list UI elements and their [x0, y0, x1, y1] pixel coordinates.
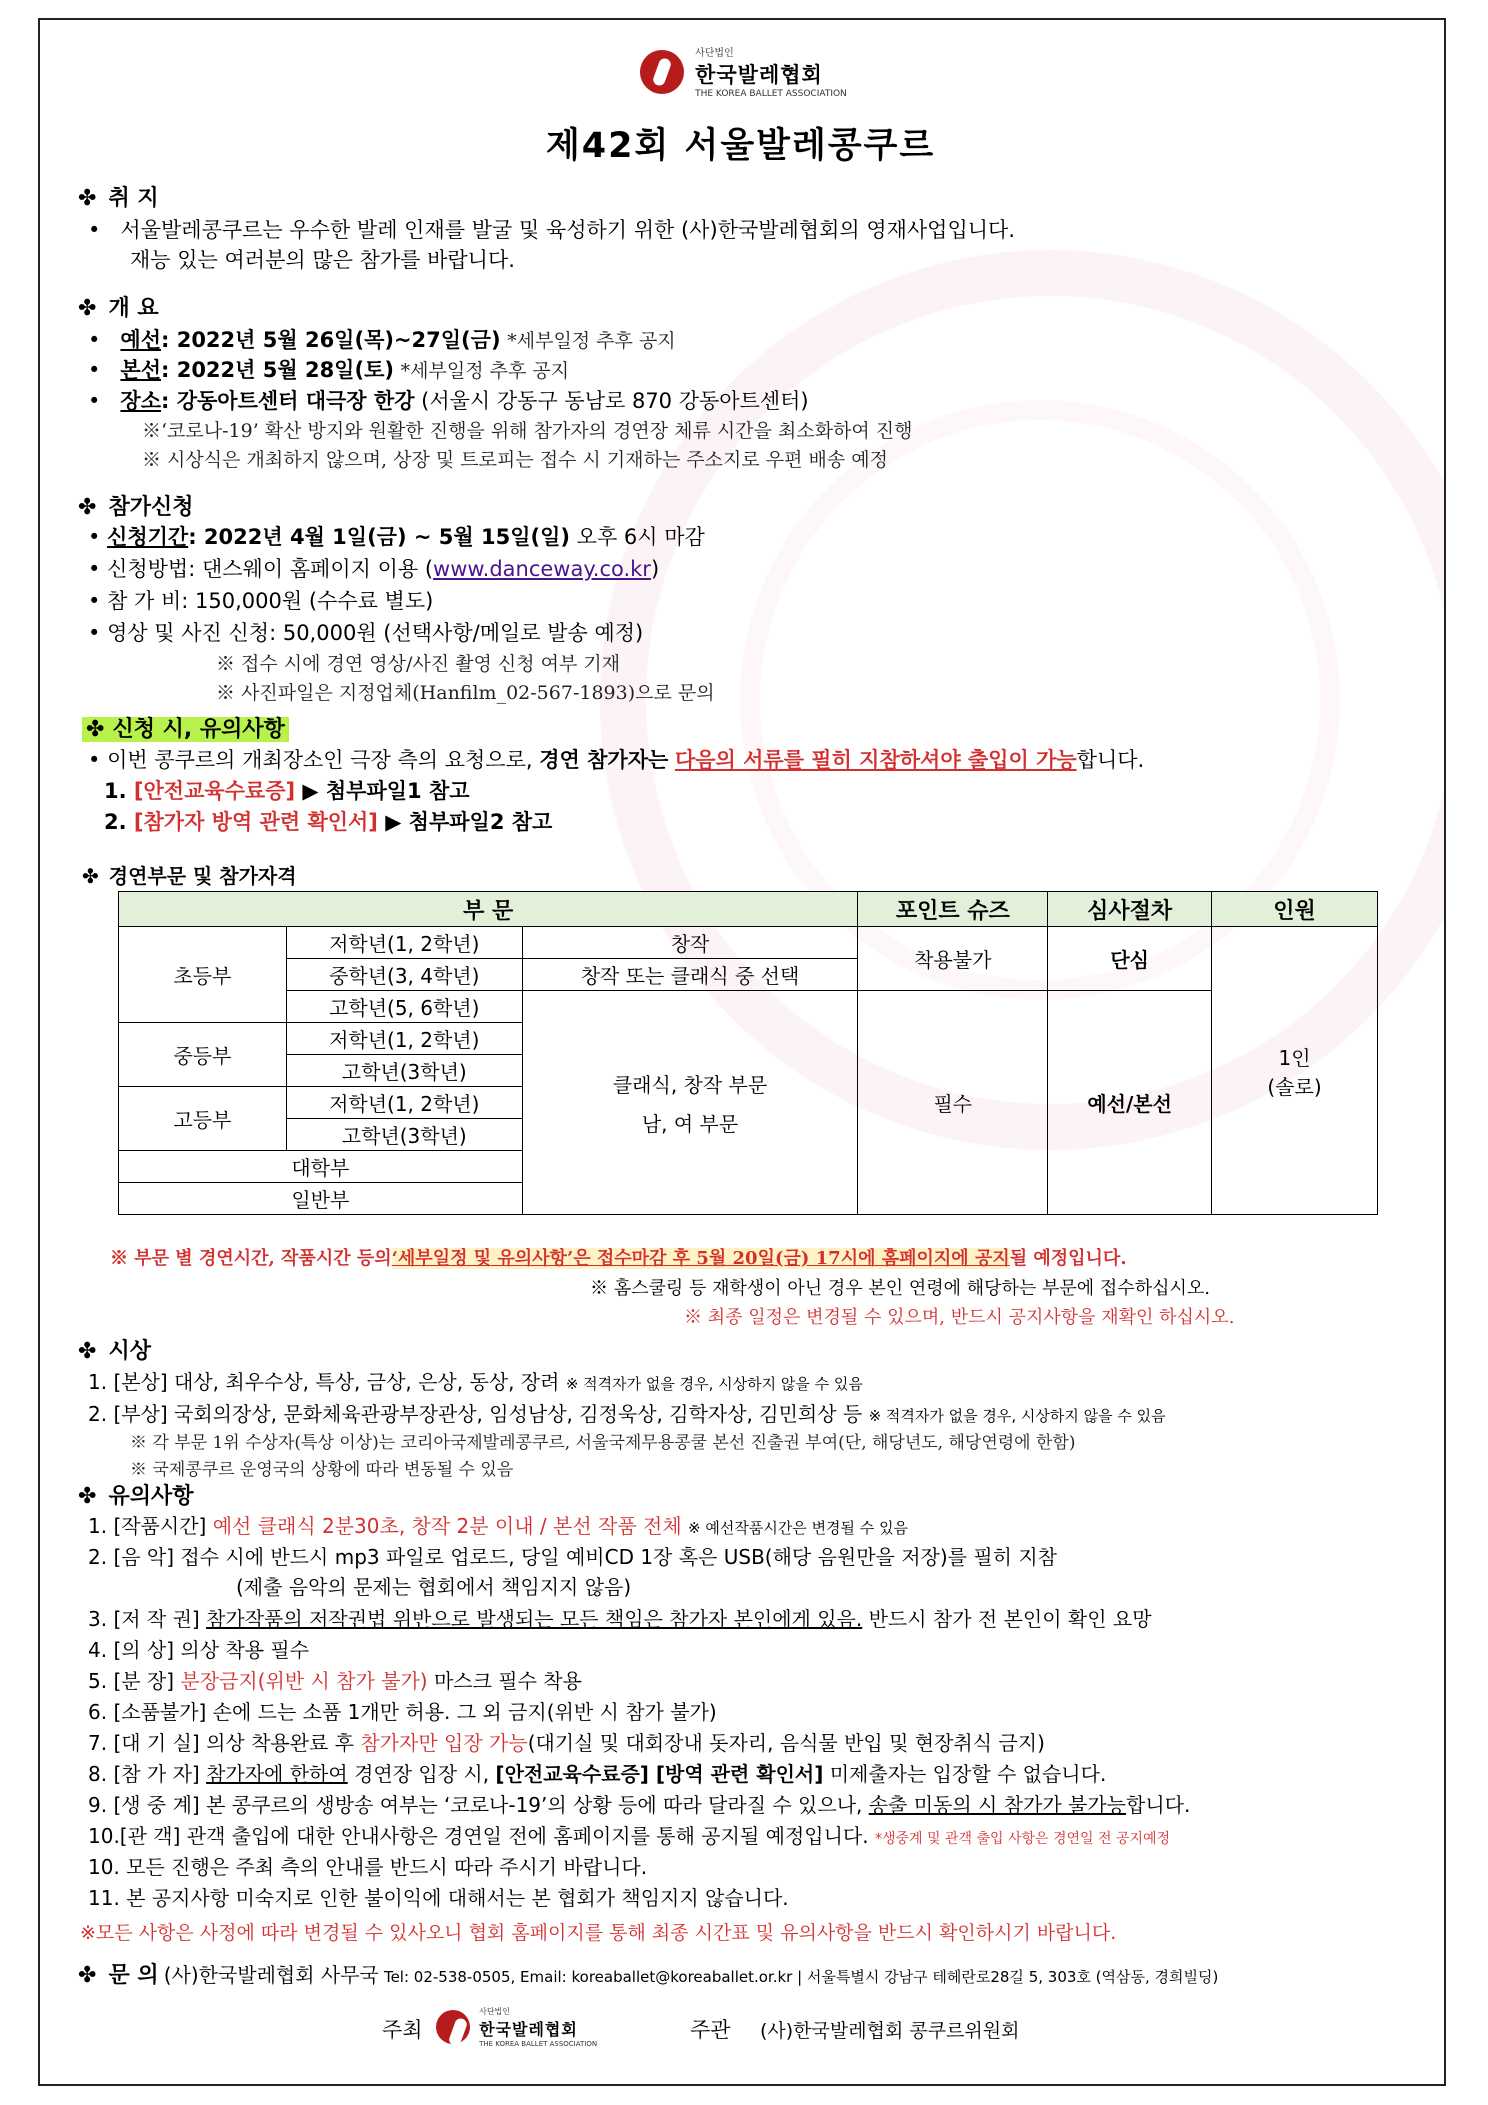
cell-creation: 창작 [522, 927, 858, 959]
r9-label: 9. [생 중 계] [88, 1793, 200, 1817]
note1-c: 될 예정입니다. [1009, 1248, 1127, 1269]
contact-line [78, 1958, 1218, 1989]
overview-final: • 본선: 2022년 5월 28일(토) *세부일정 추후 공지 [88, 358, 570, 382]
final-notice: ※모든 사항은 사정에 따라 변경될 수 있사오니 협회 홈페이지를 통해 최종 시간표 및 유의사항을 반드시 확인하시기 바랍니다. [80, 1922, 1117, 1944]
cell-general: 일반부 [119, 1183, 523, 1215]
rule-4: 4. [의 상] 의상 착용 필수 [88, 1638, 310, 1662]
awards-item2-text: 2. [부상] 국회의장상, 문화체육관광부장관상, 임성남상, 김정욱상, 김학자상, 김민희상 등 [88, 1402, 863, 1426]
header-judging: 심사절차 [1048, 892, 1212, 927]
period-label: 신청기간 [107, 525, 189, 549]
venue-value: : 강동아트센터 대극장 한강 [161, 389, 415, 413]
section-apply-heading [78, 490, 193, 521]
caution-a: 이번 콩쿠르의 개최장소인 극장 측의 요청으로, [107, 748, 533, 772]
categories-table [118, 891, 1378, 1215]
method-end: ) [650, 557, 660, 581]
caution-item1 [104, 775, 470, 805]
item1-num: 1. [104, 779, 127, 803]
r8-mid: 경연장 입장 시, [354, 1762, 490, 1786]
logo-icon [436, 2010, 470, 2044]
section-caution-heading [82, 712, 289, 743]
prelim-label: 예선 [120, 328, 161, 352]
cell-single: 단심 [1048, 927, 1212, 991]
rule-10 [88, 1820, 1170, 1849]
overview-prelim: • 예선: 2022년 5월 26일(목)~27일(금) *세부일정 추후 공지 [88, 328, 676, 352]
prelim-value: : 2022년 5월 26일(목)~27일(금) [161, 328, 501, 352]
rule-3 [88, 1603, 1152, 1632]
section-overview-heading [78, 291, 159, 322]
header-persons: 인원 [1212, 892, 1378, 927]
awards-item1-text: 1. [본상] 대상, 최우수상, 특상, 금상, 은상, 동상, 장려 [88, 1370, 560, 1394]
awards-note1: ※ 각 부문 1위 수상자(특상 이상)는 코리아국제발레콩쿠르, 서울국제무용콩쿨 본선 진출권 부여(단, 해당년도, 해당연령에 한함) [130, 1433, 1076, 1453]
section-awards-heading [78, 1334, 151, 1365]
cell-required: 필수 [858, 991, 1048, 1215]
categories-note3: ※ 최종 일정은 변경될 수 있으며, 반드시 공지사항을 재확인 하십시오. [684, 1307, 1235, 1328]
rules-heading-text: 유의사항 [108, 1484, 194, 1509]
caution-heading-text: 신청 시, 유의사항 [112, 717, 285, 742]
contact-heading: 문 의 [108, 1963, 159, 1988]
classic-creation-text: 클래식, 창작 부문 [612, 1072, 768, 1097]
persons-text: 1인 [1278, 1045, 1311, 1070]
table-row [119, 991, 1378, 1023]
apply-period: • 신청기간: 2022년 4월 1일(금) ~ 5월 15일(일) 오후 6시 마감 [88, 525, 705, 549]
cell-prelim-final: 예선/본선 [1048, 991, 1212, 1215]
cell-elem-low: 저학년(1, 2학년) [286, 927, 522, 959]
cell-middle-low: 저학년(1, 2학년) [286, 1023, 522, 1055]
footer-logo [436, 2006, 597, 2048]
clover-icon: ✤ [78, 1963, 97, 1988]
item2-tail: ▶ 첨부파일2 참고 [385, 810, 553, 834]
section-rules-heading [78, 1479, 193, 1510]
clover-icon: ✤ [78, 495, 97, 520]
note1-a: ※ 부문 별 경연시간, 작품시간 등의 [110, 1248, 392, 1269]
contact-detail: Tel: 02-538-0505, Email: koreaballet@koreaballet.or.kr | 서울특별시 강남구 테헤란로28길 5, 303호 (역삼동, 경희빌딩) [383, 1968, 1219, 1986]
table-header-row [119, 892, 1378, 927]
rule-2 [88, 1541, 1057, 1570]
overview-venue: • 장소: 강동아트센터 대극장 한강 (서울시 강동구 동남로 870 강동아트센터) [88, 389, 809, 413]
purpose-line1: • 서울발레콩쿠르는 우수한 발레 인재를 발굴 및 육성하기 위한 (사)한국발레협회의 영재사업입니다. [88, 218, 1015, 242]
cell-high-low: 저학년(1, 2학년) [286, 1087, 522, 1119]
clover-icon: ✤ [86, 717, 105, 742]
apply-fee: • 참 가 비: 150,000원 (수수료 별도) [88, 589, 434, 613]
r9-text: 본 콩쿠르의 생방송 여부는 ‘코로나-19’의 상황 등에 따라 달라질 수 있으나, [206, 1793, 863, 1817]
r5-tail: 마스크 필수 착용 [433, 1669, 582, 1693]
purpose-heading-text: 취 지 [108, 186, 159, 211]
logo-small-text: 사단법인 [695, 48, 734, 59]
r10-note: *생중계 및 관객 출입 사항은 경연일 전 공지예정 [874, 1831, 1171, 1847]
rule-5 [88, 1665, 582, 1694]
page-title: 제42회 서울발레콩쿠르 [546, 126, 936, 166]
organizer-name: (사)한국발레협회 콩쿠르위원회 [760, 2020, 1020, 2042]
clover-icon: ✤ [78, 186, 97, 211]
r2-text: 접수 시에 반드시 mp3 파일로 업로드, 당일 예비CD 1장 혹은 USB(해당 음원만을 저장)를 필히 지참 [180, 1545, 1057, 1569]
note1-b: ‘세부일정 및 유의사항’은 접수마감 후 5월 20일(금) 17시에 홈페이지에 공지 [391, 1248, 1010, 1269]
r1-red: 예선 클래식 2분30초, 창작 2분 이내 / 본선 작품 전체 [212, 1514, 682, 1538]
caution-item2 [104, 806, 552, 836]
footer-logo-small: 사단법인 [479, 2007, 511, 2016]
overview-note1: ※‘코로나-19’ 확산 방지와 원활한 진행을 위해 참가자의 경연장 체류 시간을 최소화하여 진행 [142, 420, 913, 442]
caution-line: • 이번 콩쿠르의 개최장소인 극장 측의 요청으로, 경연 참가자는 다음의 서류를 필히 지참하셔야 출입이 가능합니다. [88, 748, 1145, 772]
cell-classic-creation [522, 991, 858, 1215]
item2-red: [참가자 방역 관련 확인서] [133, 810, 378, 834]
male-female-text: 남, 여 부문 [641, 1111, 739, 1136]
section-purpose-heading [78, 181, 159, 212]
overview-note2: ※ 시상식은 개최하지 않으며, 상장 및 트로피는 접수 시 기재하는 주소지로 우편 배송 예정 [142, 449, 888, 471]
table-row [119, 927, 1378, 959]
cell-middle-high: 고학년(3학년) [286, 1055, 522, 1087]
r10-text: 10.[관 객] 관객 출입에 대한 안내사항은 경연일 전에 홈페이지를 통해 공지될 예정입니다. [88, 1824, 869, 1848]
r1-note: ※ 예선작품시간은 변경될 수 있음 [688, 1519, 909, 1537]
apply-note2: ※ 사진파일은 지정업체(Hanfilm_02-567-1893)으로 문의 [216, 682, 715, 704]
awards-item2-note: ※ 적격자가 없을 경우, 시상하지 않을 수 있음 [868, 1407, 1166, 1425]
cell-creation-or-classic: 창작 또는 클래식 중 선택 [522, 959, 858, 991]
rule-8 [88, 1758, 1106, 1787]
r8-label: 8. [참 가 자] [88, 1762, 200, 1786]
logo-eng-text: THE KOREA BALLET ASSOCIATION [695, 89, 847, 99]
r3-label: 3. [저 작 권] [88, 1607, 200, 1631]
clover-icon: ✤ [78, 1484, 97, 1509]
apply-method: • 신청방법: 댄스웨이 홈페이지 이용 (www.danceway.co.kr) [88, 557, 660, 581]
r3-ul: 참가작품의 저작권법 위반으로 발생되는 모든 책임은 참가자 본인에게 있음. [206, 1607, 863, 1631]
r5-label: 5. [분 장] [88, 1669, 175, 1693]
purpose-line2: 재능 있는 여러분의 많은 참가를 바랍니다. [130, 248, 515, 272]
caution-c: 다음의 서류를 필히 지참하셔야 출입이 가능 [674, 748, 1077, 772]
r8-ul: 참가자에 한하여 [206, 1762, 348, 1786]
apply-video: • 영상 및 사진 신청: 50,000원 (선택사항/메일로 발송 예정) [88, 621, 644, 645]
clover-icon: ✤ [78, 296, 97, 321]
rule-7 [88, 1727, 1045, 1756]
rule-2b: (제출 음악의 문제는 협회에서 책임지지 않음) [236, 1575, 632, 1599]
r1-label: 1. [작품시간] [88, 1514, 207, 1538]
rule-1 [88, 1510, 908, 1539]
r7-red: 참가자만 입장 가능 [360, 1731, 528, 1755]
cell-elem-mid: 중학년(3, 4학년) [286, 959, 522, 991]
awards-note2: ※ 국제콩쿠르 운영국의 상황에 따라 변동될 수 있음 [130, 1460, 514, 1480]
item1-red: [안전교육수료증] [133, 779, 296, 803]
method-text: 신청방법: 댄스웨이 홈페이지 이용 ( [107, 557, 434, 581]
categories-heading-text: 경연부문 및 참가자격 [108, 864, 297, 888]
prelim-note: *세부일정 추후 공지 [507, 330, 676, 352]
r8-tail: 미제출자는 입장할 수 없습니다. [829, 1762, 1107, 1786]
contact-org: (사)한국발레협회 사무국 [163, 1963, 379, 1987]
organizer-label: 주관 [690, 2018, 731, 2042]
cell-no-shoes: 착용불가 [858, 927, 1048, 991]
venue-label: 장소 [120, 389, 161, 413]
cell-middle: 중등부 [119, 1023, 287, 1087]
solo-text: (솔로) [1267, 1074, 1322, 1099]
clover-icon: ✤ [78, 1339, 97, 1364]
host-label: 주최 [382, 2018, 423, 2042]
r2-label: 2. [음 악] [88, 1545, 175, 1569]
item1-tail: ▶ 첨부파일1 참고 [302, 779, 470, 803]
r7-tail: (대기실 및 대회장내 돗자리, 음식물 반입 및 현장취식 금지) [527, 1731, 1045, 1755]
final-value: : 2022년 5월 28일(토) [161, 358, 394, 382]
header-division: 부 문 [119, 892, 858, 927]
r9-tail: 합니다. [1126, 1793, 1191, 1817]
caution-d: 합니다. [1076, 748, 1145, 772]
awards-item1-note: ※ 적격자가 없을 경우, 시상하지 않을 수 있음 [565, 1375, 863, 1393]
footer-logo-eng: THE KOREA BALLET ASSOCIATION [479, 2040, 598, 2048]
categories-note1 [110, 1244, 1127, 1270]
danceway-link[interactable]: www.danceway.co.kr [433, 557, 651, 581]
awards-heading-text: 시상 [108, 1339, 151, 1364]
final-note: *세부일정 추후 공지 [400, 360, 570, 382]
awards-item1 [88, 1366, 863, 1395]
r9-ul: 송출 미동의 시 참가가 불가능 [868, 1793, 1127, 1817]
cell-high-high: 고학년(3학년) [286, 1119, 522, 1151]
cell-univ: 대학부 [119, 1151, 523, 1183]
overview-heading-text: 개 요 [108, 296, 159, 321]
purpose-text1: 서울발레콩쿠르는 우수한 발레 인재를 발굴 및 육성하기 위한 (사)한국발레협회의 영재사업입니다. [120, 218, 1015, 242]
cell-elem: 초등부 [119, 927, 287, 1023]
logo-main-text: 한국발레협회 [695, 63, 823, 87]
fee-text: 참 가 비: 150,000원 (수수료 별도) [107, 589, 434, 613]
header-logo [640, 44, 847, 99]
r8-bold: [안전교육수료증] [방역 관련 확인서] [495, 1762, 824, 1786]
apply-note1: ※ 접수 시에 경연 영상/사진 촬영 신청 여부 기재 [216, 653, 621, 675]
r7-label: 7. [대 기 실] 의상 착용완료 후 [88, 1731, 355, 1755]
video-text: 영상 및 사진 신청: 50,000원 (선택사항/메일로 발송 예정) [107, 621, 644, 645]
section-categories-heading [82, 860, 297, 889]
venue-addr: (서울시 강동구 동남로 870 강동아트센터) [421, 389, 809, 413]
caution-b: 경연 참가자는 [539, 748, 669, 772]
rule-9 [88, 1789, 1190, 1818]
rule-6: 6. [소품불가] 손에 드는 소품 1개만 허용. 그 외 금지(위반 시 참가 불가) [88, 1700, 717, 1724]
rule-11: 11. 본 공지사항 미숙지로 인한 불이익에 대해서는 본 협회가 책임지지 않습니다. [88, 1886, 789, 1910]
apply-heading-text: 참가신청 [108, 495, 194, 520]
rule-10b: 10. 모든 진행은 주최 측의 안내를 반드시 따라 주시기 바랍니다. [88, 1855, 648, 1879]
period-tail: 오후 6시 마감 [576, 525, 705, 549]
cell-high: 고등부 [119, 1087, 287, 1151]
logo-icon [640, 50, 684, 94]
final-label: 본선 [120, 358, 161, 382]
cell-elem-high: 고학년(5, 6학년) [286, 991, 522, 1023]
r3-tail: 반드시 참가 전 본인이 확인 요망 [868, 1607, 1152, 1631]
r5-red: 분장금지(위반 시 참가 불가) [180, 1669, 428, 1693]
header-pointe: 포인트 슈즈 [858, 892, 1048, 927]
clover-icon: ✤ [82, 864, 99, 888]
footer-logo-main: 한국발레협회 [479, 2020, 578, 2039]
item2-num: 2. [104, 810, 127, 834]
awards-item2 [88, 1398, 1166, 1427]
categories-note2: ※ 홈스쿨링 등 재학생이 아닌 경우 본인 연령에 해당하는 부문에 접수하십시오. [590, 1278, 1210, 1299]
cell-persons [1212, 927, 1378, 1215]
period-value: : 2022년 4월 1일(금) ~ 5월 15일(일) [188, 525, 570, 549]
